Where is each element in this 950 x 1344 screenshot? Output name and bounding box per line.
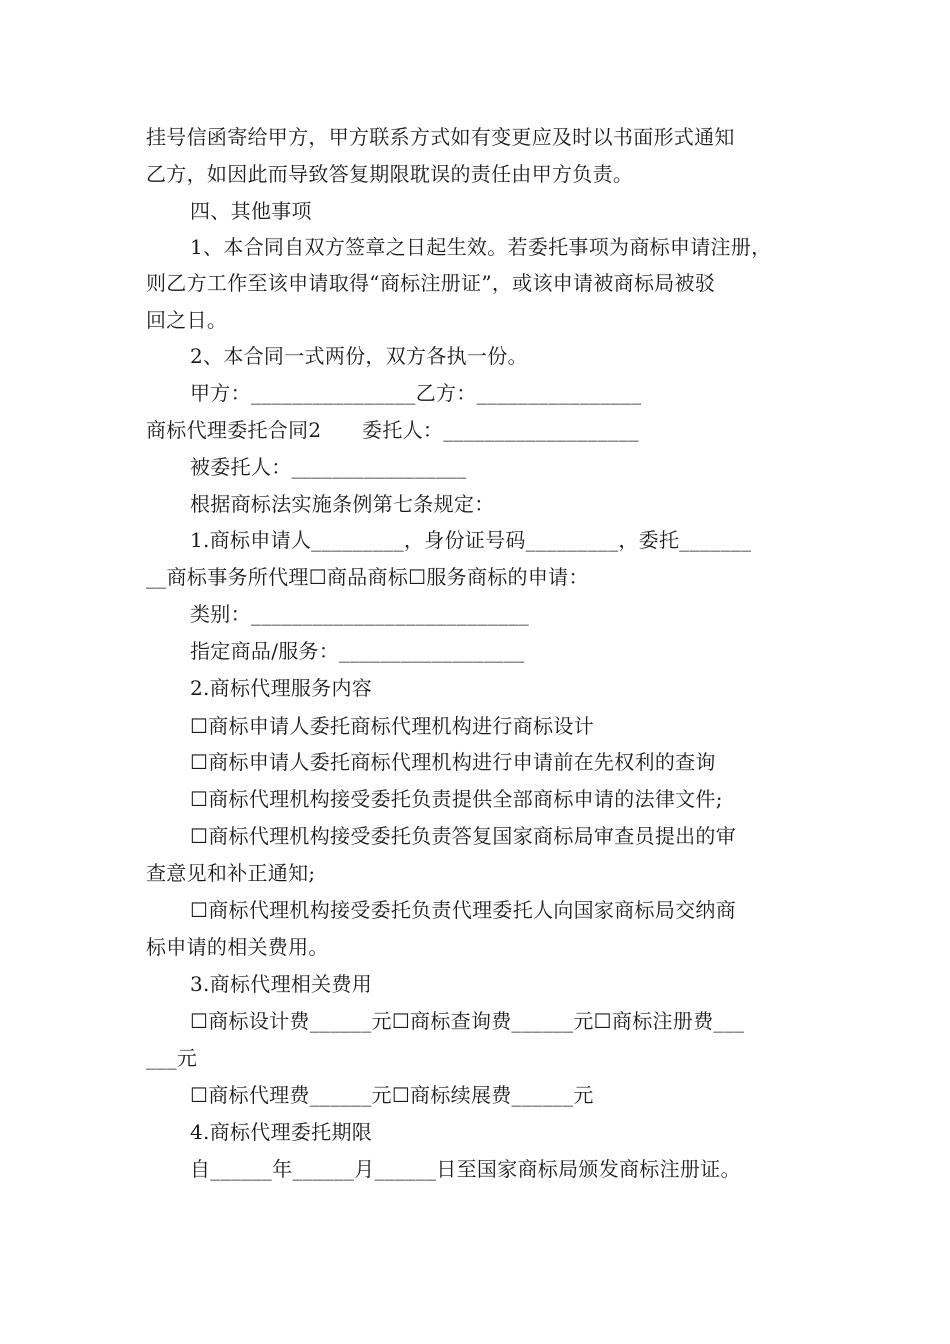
paragraph-line: 1.商标申请人_________，身份证号码_________，委托_______ <box>190 528 752 552</box>
checkbox-item: ☐商标申请人委托商标代理机构进行商标设计 <box>190 714 594 738</box>
paragraph-line: 乙方，如因此而导致答复期限耽误的责任由甲方负责。 <box>146 162 634 186</box>
section-heading: 四、其他事项 <box>190 199 312 223</box>
form-field-line: 类别：___________________________ <box>190 602 529 626</box>
paragraph-line: 查意见和补正通知; <box>146 861 316 885</box>
section-heading: 3.商标代理相关费用 <box>190 972 373 996</box>
paragraph-line: 则乙方工作至该申请取得“商标注册证”，或该申请被商标局被驳 <box>146 271 716 295</box>
fee-line: ☐商标代理费______元☐商标续展费______元 <box>190 1083 594 1107</box>
paragraph-line: __商标事务所代理☐商品商标☐服务商标的申请： <box>146 565 589 589</box>
signature-line: 甲方：________________乙方：________________ <box>190 381 642 405</box>
form-field-line: 指定商品/服务：__________________ <box>190 639 525 663</box>
checkbox-item: ☐商标代理机构接受委托负责提供全部商标申请的法律文件; <box>190 787 723 811</box>
fee-line: ☐商标设计费______元☐商标查询费______元☐商标注册费___ <box>190 1009 745 1033</box>
contract-title-line: 商标代理委托合同2 委托人：___________________ <box>146 418 639 442</box>
signature-line: 被委托人：_________________ <box>190 455 467 479</box>
paragraph-line: 标申请的相关费用。 <box>146 935 329 959</box>
checkbox-item: ☐商标代理机构接受委托负责答复国家商标局审查员提出的审 <box>190 824 737 848</box>
fee-line: ___元 <box>146 1046 198 1070</box>
section-heading: 4.商标代理委托期限 <box>190 1120 373 1144</box>
paragraph-line: 挂号信函寄给甲方，甲方联系方式如有变更应及时以书面形式通知 <box>146 125 735 149</box>
checkbox-item: ☐商标申请人委托商标代理机构进行申请前在先权利的查询 <box>190 750 716 774</box>
checkbox-item: ☐商标代理机构接受委托负责代理委托人向国家商标局交纳商 <box>190 898 737 922</box>
paragraph-line: 自______年______月______日至国家商标局颁发商标注册证。 <box>190 1157 741 1181</box>
paragraph-line: 1、本合同自双方签章之日起生效。若委托事项为商标申请注册， <box>190 235 772 259</box>
paragraph-line: 回之日。 <box>146 308 228 332</box>
section-heading: 2.商标代理服务内容 <box>190 676 373 700</box>
paragraph-line: 2、本合同一式两份，双方各执一份。 <box>190 344 528 368</box>
paragraph-line: 根据商标法实施条例第七条规定： <box>190 492 495 516</box>
